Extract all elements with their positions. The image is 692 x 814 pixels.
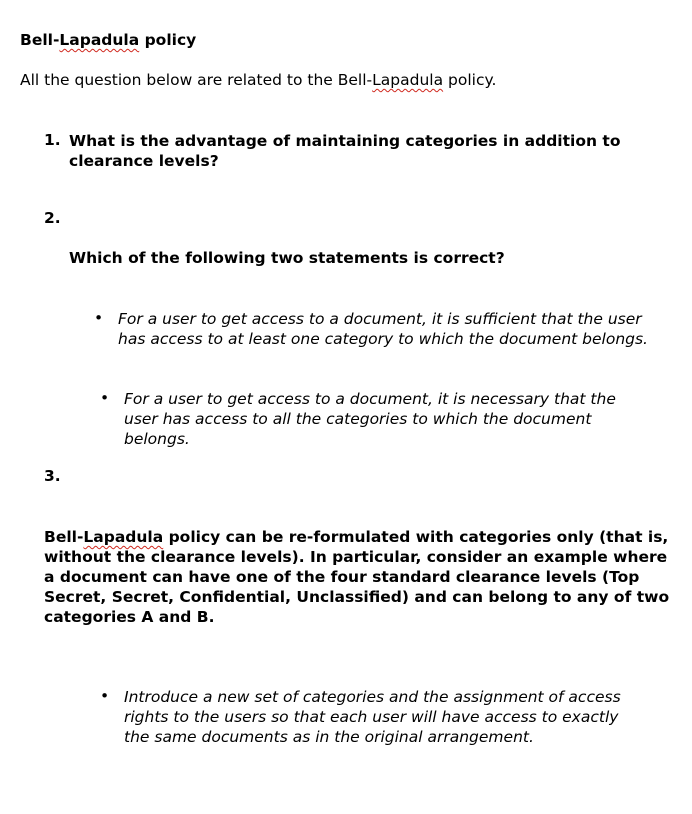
question-2-option-1: For a user to get access to a document, it is sufficient that the user has access to at least one category to which the document belongs. bbox=[118, 310, 648, 348]
bullet-icon: • bbox=[100, 389, 110, 407]
question-1-number: 1. bbox=[44, 131, 61, 149]
question-3-task: Introduce a new set of categories and the assignment of access rights to the users so that each user will have access to exactly the same documents as in the original arrangement. bbox=[124, 688, 621, 746]
spellcheck-word: Lapadula bbox=[59, 31, 140, 49]
question-3-text: Bell-Lapadula policy can be re-formulated with categories only (that is, without the clearance levels). In particular, consider an example where a document can have one of the four standard clearance levels (Top Secret, Secret, Confidential, Unclassified) and can belong to any of two categories A and B. bbox=[44, 528, 670, 626]
spellcheck-word: Lapadula bbox=[83, 528, 164, 546]
question-2-prompt: Which of the following two statements is correct? bbox=[69, 249, 505, 267]
bullet-icon: • bbox=[94, 309, 104, 327]
question-2-option-2: For a user to get access to a document, it is necessary that the user has access to all the categories to which the document belongs. bbox=[124, 390, 616, 448]
intro-text: All the question below are related to the Bell-Lapadula policy. bbox=[20, 71, 497, 89]
question-1-text: What is the advantage of maintaining categories in addition to clearance levels? bbox=[69, 132, 621, 170]
question-3-number: 3. bbox=[44, 467, 61, 485]
question-2-number: 2. bbox=[44, 209, 61, 227]
document-title: Bell-Lapadula policy bbox=[20, 31, 197, 49]
spellcheck-word: Lapadula bbox=[372, 71, 444, 89]
bullet-icon: • bbox=[100, 687, 110, 705]
